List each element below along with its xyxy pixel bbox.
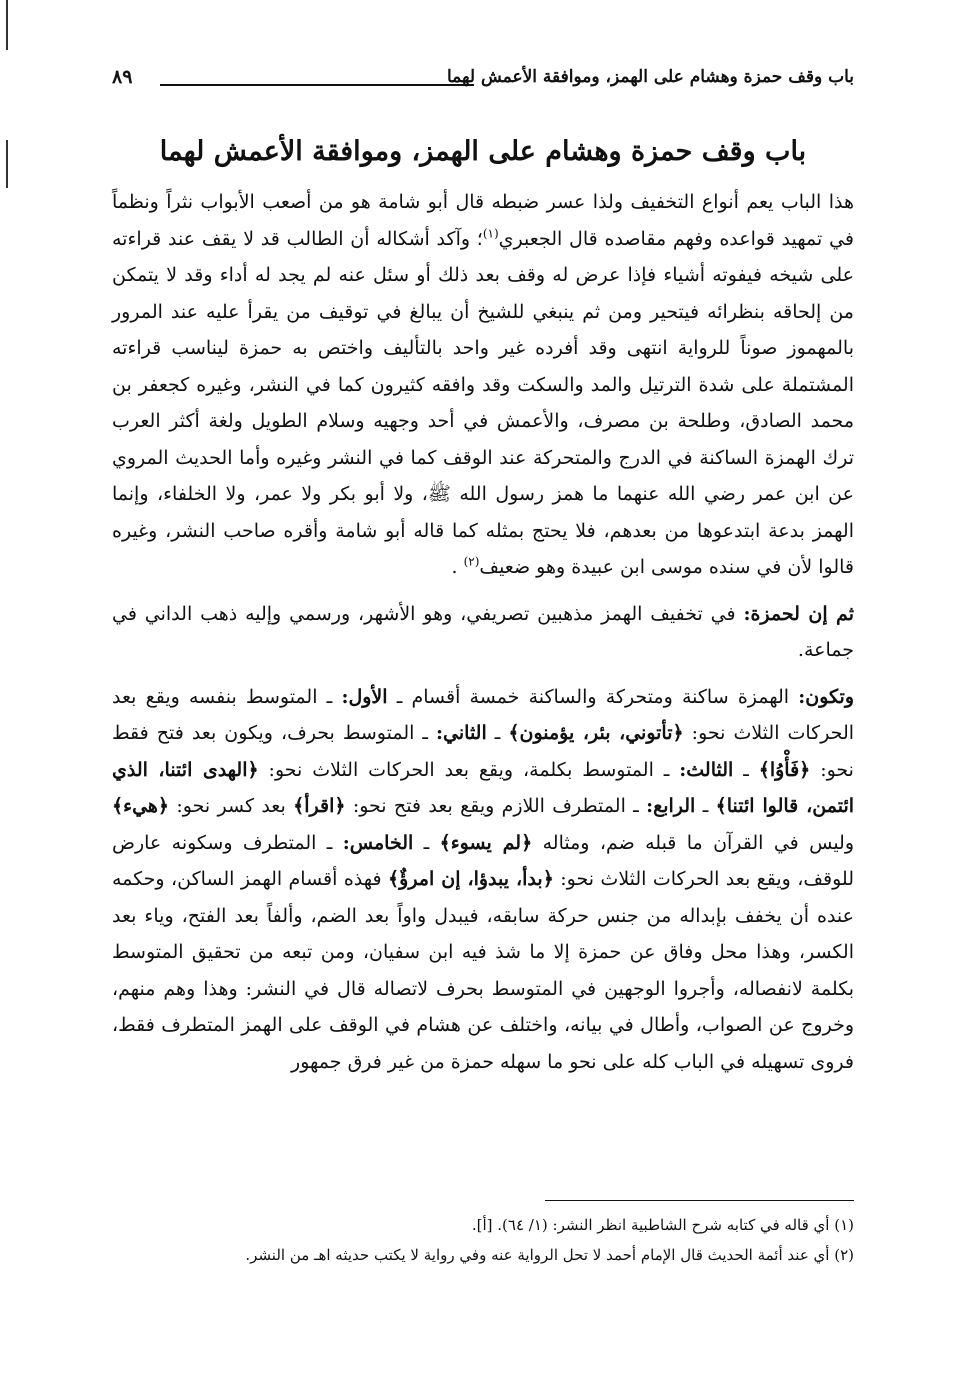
text-run: ـ xyxy=(494,722,501,744)
text-run: ـ المتوسط بحرف، ويكون بعد فتح فقط نحو: xyxy=(112,722,854,781)
footnote-separator xyxy=(545,1200,854,1201)
paragraph-text: في تخفيف الهمز مذهبين تصريفي، وهو الأشهر، ورسمي وإليه ذهب الداني في جماعة. xyxy=(112,602,854,661)
main-body xyxy=(112,184,854,1080)
paragraph-intro xyxy=(112,184,854,586)
header-rule xyxy=(160,84,474,86)
footnote-ref-2: (٢) xyxy=(463,554,480,569)
intro-end: . xyxy=(451,556,458,578)
text-run: الهمزة ساكنة ومتحركة والساكنة خمسة أقسام ـ xyxy=(396,685,790,708)
text-run: ـ المتوسط بنفسه ويقع بعد الحركات الثلاث نحو: xyxy=(112,685,855,744)
running-title: باب وقف حمزة وهشام على الهمز، وموافقة الأعمش لهما xyxy=(447,67,854,87)
text-run: ـ المتوسط بكلمة، ويقع بعد الحركات الثلاث نحو: xyxy=(268,758,670,781)
text-run: ـ xyxy=(743,758,749,781)
paragraph-lead: ثم إن لحمزة: xyxy=(743,602,854,625)
text-run: ـ xyxy=(702,795,709,817)
section-keyword: الخامس: xyxy=(342,831,414,854)
text-run: فهذه أقسام الهمز الساكن، وحكمه عنده أن يخفف بإبداله من جنس حركة سابقه، فيبدل واواً بعد الضم، وألفاً بعد الفتح، وياء بعد الكسر، وهذا محل وفاق عن حمزة إلا ما شذ فيه ابن سفيان، ومن تبعه من تحقيق المتوسط بكلمة لانفصاله، وأجروا الوجهين في المتوسط بحرف لاتصاله قال في النشر: وهذا وهم منهم، وخروج عن الصواب، وأطال في بيانه، واختلف عن هشام في الوقف على الهمز المتطرف فقط، فروى تسهيله في الباب كله على نحو ما سهله حمزة من غير فرق جمهور xyxy=(112,868,854,1073)
text-run: ـ المتطرف اللازم ويقع بعد فتح نحو: xyxy=(352,795,639,817)
text-run: ـ xyxy=(423,831,430,854)
text-run: بعد كسر نحو: xyxy=(176,795,286,817)
footnotes xyxy=(112,1210,854,1270)
section-keyword: الثاني: xyxy=(436,722,487,744)
intro-text-b: ؛ وآكد أشكاله أن الطالب قد لا يقف عند قراءته على شيخه فيفوته أشياء فإذا عرض له وقف بعد ذلك أو سئل عنه لم يجد له أداء وقد لا يتمكن من إلحاقه بنظرائه فيتحير ومن ثم ينبغي للشيخ أن يبالغ في توقيف من يقرأ عليه عند المرور بالمهموز صوناً للرواية انتهى وقد أفرده غير واحد بالتأليف واختص به حمزة ليناسب قراءته المشتملة على شدة الترتيل والمد والسكت وقد وافقه كثيرون كما في النشر، وغيره كجعفر بن محمد الصادق، وطلحة بن مصرف، والأعمش في أحد وجهيه وسلام الطويل ولغة أكثر العرب ترك الهمزة الساكنة في الدرج والمتحركة عند الوقف كما في النشر وغيره وأما الحديث المروي عن ابن عمر رضي الله عنهما ما همز رسول الله ﷺ، ولا أبو بكر ولا عمر، ولا الخلفاء، وإنما الهمز بدعة ابتدعوها من بعدهم، فلا يحتج بمثله كما قاله أبو شامة وأقره صاحب النشر، وغيره قالوا لأن في سنده موسى ابن عبيدة وهو ضعيف xyxy=(112,227,854,578)
section-keyword: الأول: xyxy=(341,685,388,708)
quran-quote: ﴿بدأ، يبدؤا، إن امرؤٌ﴾ xyxy=(388,868,554,890)
quran-quote: ﴿الهدى ائتنا، الذي ائتمن، قالوا ائتنا﴾ xyxy=(112,758,855,817)
quran-quote: ﴿اقرأ﴾ xyxy=(293,795,346,817)
quran-quote: ﴿لم يسوء﴾ xyxy=(439,831,533,854)
page-number: ٨٩ xyxy=(112,66,133,88)
running-header xyxy=(112,62,854,96)
scan-margin-mark-top xyxy=(6,0,8,50)
footnote-ref-1: (١) xyxy=(482,226,499,241)
paragraph-hamza-schools xyxy=(112,596,854,669)
quran-quote: ﴿هيء﴾ xyxy=(112,795,170,817)
paragraph-lead: وتكون: xyxy=(798,685,854,708)
chapter-title: باب وقف حمزة وهشام على الهمز، وموافقة الأعمش لهما xyxy=(159,136,807,167)
intro-text-a: هذا الباب يعم أنواع التخفيف ولذا عسر ضبطه قال أبو شامة هو من أصعب الأبواب نثراً ونظماً في تمهيد قواعده وفهم مقاصده قال الجعبري xyxy=(112,191,854,250)
paragraph-hamza-types xyxy=(112,679,854,1081)
footnote-1: (١) أي قاله في كتابه شرح الشاطبية انظر النشر: (١/ ٦٤). [أ]. xyxy=(471,1216,854,1234)
footnote-2: (٢) أي عند أئمة الحديث قال الإمام أحمد لا تحل الرواية عنه وفي رواية لا يكتب حديثه اهـ من النشر. xyxy=(245,1246,854,1264)
section-keyword: الرابع: xyxy=(646,795,696,817)
quran-quote: ﴿تأتوني، بئر، يؤمنون﴾ xyxy=(508,722,684,744)
text-run: وليس في القرآن ما قبله ضم، ومثاله xyxy=(542,831,855,854)
quran-quote: ﴿فَأْوُا﴾ xyxy=(758,758,811,781)
text-run: ـ المتطرف وسكونه عارض للوقف، ويقع بعد الحركات الثلاث نحو: xyxy=(112,831,855,890)
section-keyword: الثالث: xyxy=(679,758,734,781)
scan-margin-mark-middle xyxy=(6,140,8,188)
